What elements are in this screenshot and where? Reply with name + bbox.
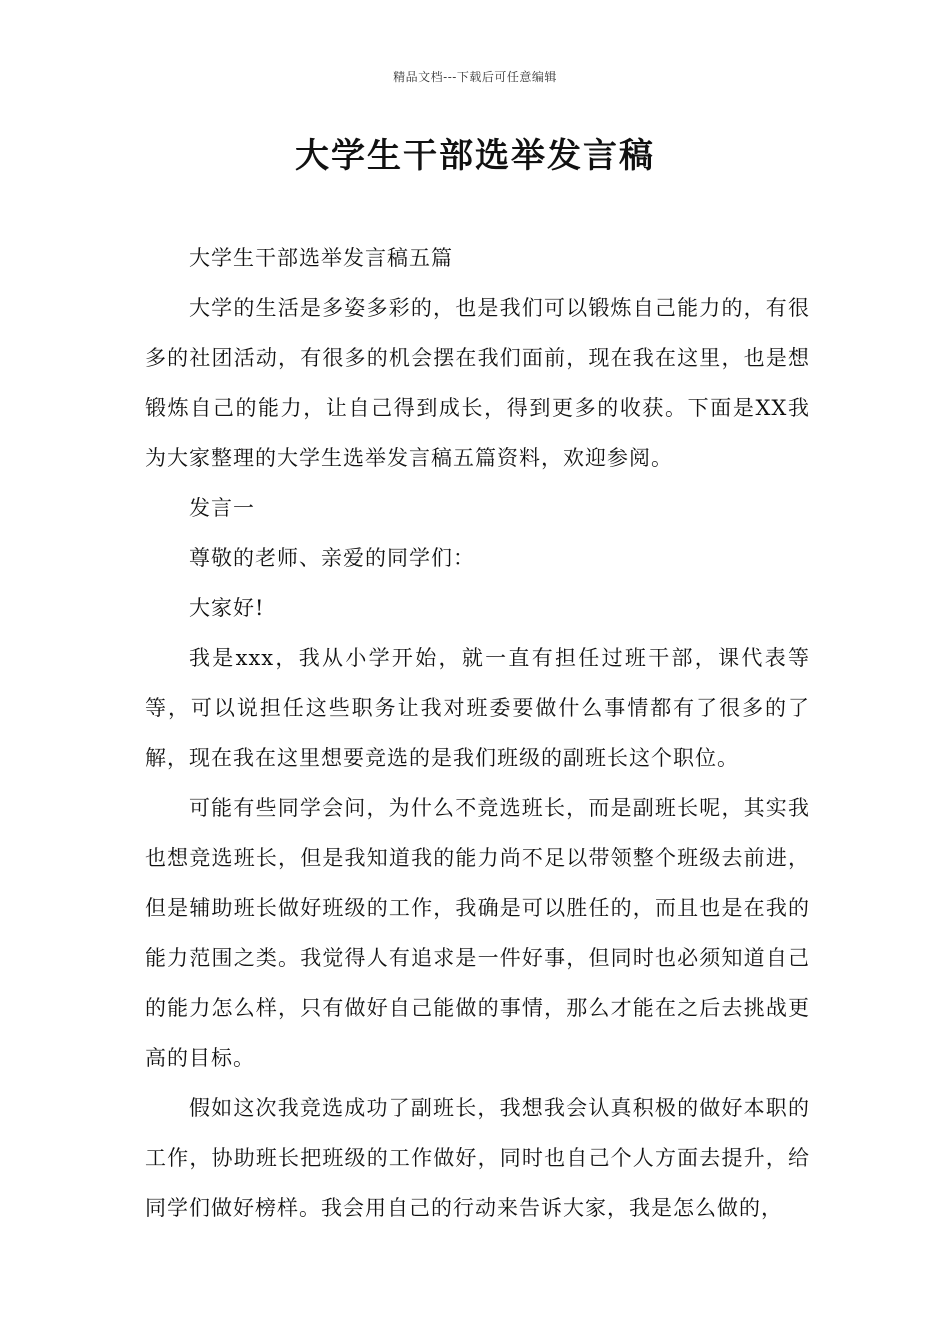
- paragraph-section-heading: 发言一: [189, 496, 255, 520]
- paragraph-intro: 大学的生活是多姿多彩的，也是我们可以锻炼自己能力的，有很多的社团活动，有很多的机会摆在我们面前，现在我在这里，也是想锻炼自己的能力，让自己得到成长，得到更多的收获。下面是XX我为大家整理的大学生选举发言稿五篇资料，欢迎参阅。: [145, 296, 810, 470]
- header-note: 精品文档---下载后可任意编辑: [393, 70, 557, 84]
- document-body: [145, 233, 810, 1233]
- paragraph-body: 我是xxx，我从小学开始，就一直有担任过班干部，课代表等等，可以说担任这些职务让我对班委要做什么事情都有了很多的了解，现在我在这里想要竞选的是我们班级的副班长这个职位。: [145, 646, 810, 770]
- paragraph-body: 可能有些同学会问，为什么不竞选班长，而是副班长呢，其实我也想竞选班长，但是我知道我的能力尚不足以带领整个班级去前进，但是辅助班长做好班级的工作，我确是可以胜任的，而且也是在我的能力范围之类。我觉得人有追求是一件好事，但同时也必须知道自己的能力怎么样，只有做好自己能做的事情，那么才能在之后去挑战更高的目标。: [145, 796, 810, 1070]
- paragraph-body: 假如这次我竞选成功了副班长，我想我会认真积极的做好本职的工作，协助班长把班级的工作做好，同时也自己个人方面去提升，给同学们做好榜样。我会用自己的行动来告诉大家，我是怎么做的，: [145, 1096, 810, 1220]
- paragraph-greeting: 大家好!: [189, 596, 265, 620]
- document-title: 大学生干部选举发言稿: [295, 136, 655, 176]
- paragraph-subtitle: 大学生干部选举发言稿五篇: [189, 246, 453, 270]
- paragraph-salutation: 尊敬的老师、亲爱的同学们：: [189, 546, 475, 570]
